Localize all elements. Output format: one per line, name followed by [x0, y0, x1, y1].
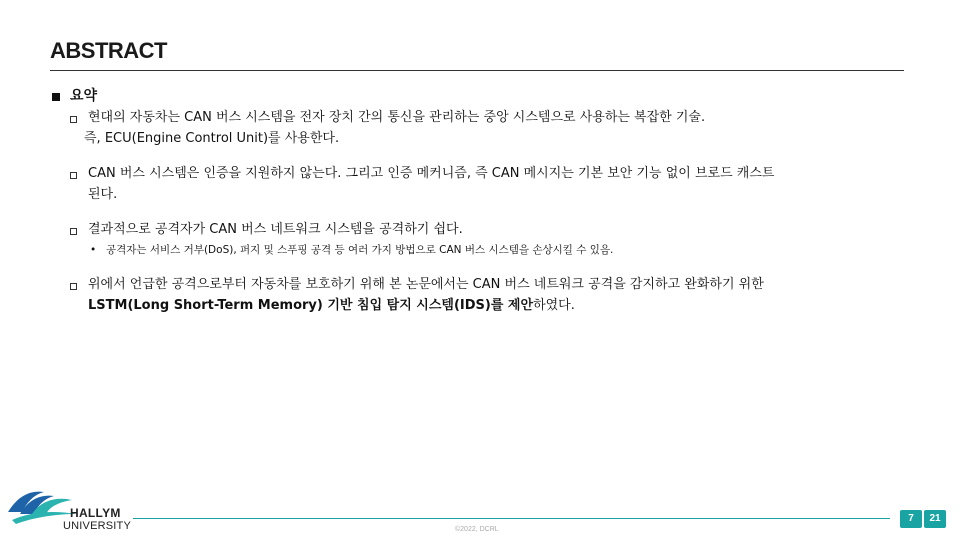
copyright: ©2022, DCRL [455, 526, 499, 533]
hollow-square-bullet-icon [70, 228, 77, 235]
bullet-text: CAN 버스 시스템은 인증을 지원하지 않는다. 그리고 인증 메커니즘, 즉 CAN 메시지는 기본 보안 기능 없이 브로드 캐스트 [88, 166, 775, 181]
bullet-text: 위에서 언급한 공격으로부터 자동차를 보호하기 위해 본 논문에서는 CAN 버스 네트워크 공격을 감지하고 완화하기 위한 [88, 277, 764, 292]
hollow-square-bullet-icon [70, 172, 77, 179]
bold-emphasis: LSTM(Long Short-Term Memory) 기반 침입 탐지 시스템(IDS)를 제안 [88, 298, 534, 313]
bullet-item-1 [52, 107, 912, 149]
dot-bullet-icon: • [90, 244, 97, 256]
bullet-item-2 [52, 163, 912, 205]
square-bullet-icon [52, 93, 60, 101]
bullet-item-3 [52, 219, 912, 240]
page-total: 21 [924, 510, 946, 528]
slide-title: ABSTRACT [50, 38, 167, 63]
bullet-continuation: 된다. [88, 187, 118, 202]
footer-divider [133, 518, 890, 519]
continuation-tail: 하였다. [533, 298, 575, 313]
page-number: 7 [900, 510, 922, 528]
bullet-continuation [88, 295, 912, 316]
hollow-square-bullet-icon [70, 283, 77, 290]
hollow-square-bullet-icon [70, 116, 77, 123]
slide-body [52, 85, 912, 316]
title-divider [50, 70, 904, 71]
section-heading-text: 요약 [70, 88, 98, 104]
sub-bullet-item [52, 240, 912, 260]
university-subtitle: UNIVERSITY [63, 520, 132, 532]
bullet-text: 결과적으로 공격자가 CAN 버스 네트워크 시스템을 공격하기 쉽다. [88, 222, 463, 237]
bullet-text: 현대의 자동차는 CAN 버스 시스템을 전자 장치 간의 통신을 관리하는 중앙 시스템으로 사용하는 복잡한 기술. [88, 110, 706, 125]
section-heading [52, 85, 912, 107]
bullet-item-4 [52, 274, 912, 316]
bullet-continuation: 즉, ECU(Engine Control Unit)를 사용한다. [84, 131, 340, 146]
sub-bullet-text: 공격자는 서비스 거부(DoS), 퍼지 및 스푸핑 공격 등 여러 가지 방법으로 CAN 버스 시스템을 손상시킬 수 있음. [106, 244, 614, 256]
university-name: HALLYM [70, 506, 121, 520]
